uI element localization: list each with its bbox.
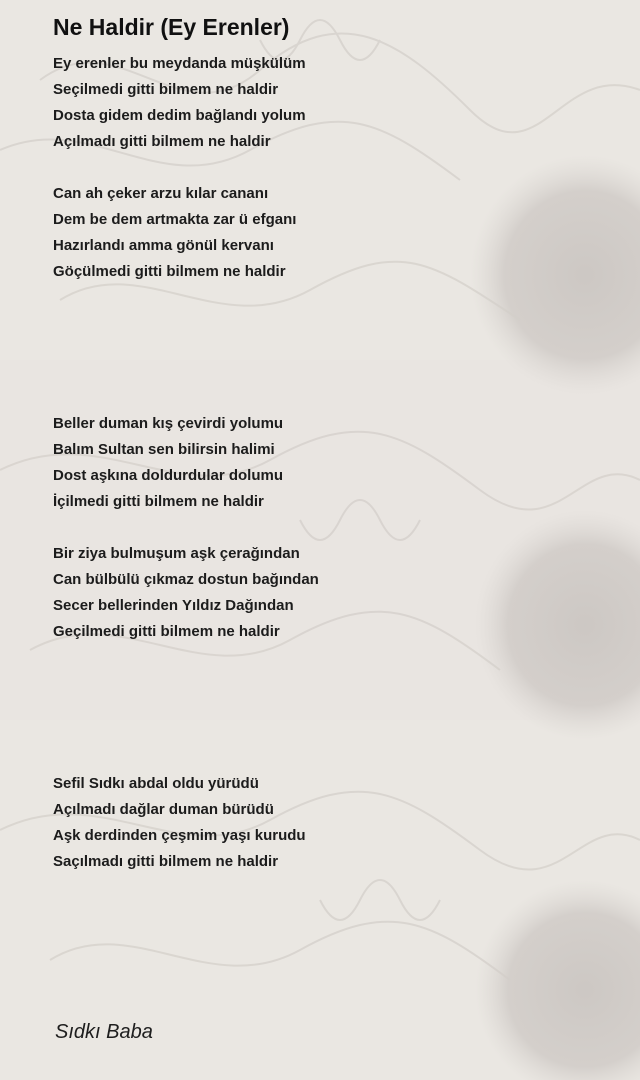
poem-line: Balım Sultan sen bilirsin halimi (53, 441, 275, 458)
poem-line: Saçılmadı gitti bilmem ne haldir (53, 853, 279, 870)
poem-line: Beller duman kış çevirdi yolumu (53, 415, 284, 432)
poem-line: Bir ziya bulmuşum aşk çerağından (53, 545, 300, 562)
poem-line: Dost aşkına doldurdular dolumu (53, 467, 284, 484)
poem-line: İçilmedi gitti bilmem ne haldir (53, 493, 264, 510)
stanza-3 (53, 411, 283, 515)
poem-line: Aşk derdinden çeşmim yaşı kurudu (53, 827, 306, 844)
poem-line: Secer bellerinden Yıldız Dağından (53, 597, 294, 614)
poem-line: Seçilmedi gitti bilmem ne haldir (53, 81, 279, 98)
poem-line: Geçilmedi gitti bilmem ne haldir (53, 623, 280, 640)
poem-line: Dosta gidem dedim bağlandı yolum (53, 107, 306, 124)
poem-line: Ey erenler bu meydanda müşkülüm (53, 55, 306, 72)
poem-author: Sıdkı Baba (55, 1021, 153, 1043)
poem-line: Sefil Sıdkı abdal oldu yürüdü (53, 775, 259, 792)
poem-line: Göçülmedi gitti bilmem ne haldir (53, 263, 286, 280)
stanza-1 (53, 51, 306, 155)
stanza-5 (53, 771, 306, 875)
poem-line: Açılmadı gitti bilmem ne haldir (53, 133, 271, 150)
stanza-4 (53, 541, 319, 645)
poem-title: Ne Haldir (Ey Erenler) (53, 14, 290, 40)
poem-line: Dem be dem artmakta zar ü efganı (53, 211, 297, 228)
poem-line: Açılmadı dağlar duman bürüdü (53, 801, 274, 818)
stanza-2 (53, 181, 296, 285)
poem-line: Hazırlandı amma gönül kervanı (53, 237, 274, 254)
poem-line: Can ah çeker arzu kılar cananı (53, 185, 269, 202)
poem-line: Can bülbülü çıkmaz dostun bağından (53, 571, 319, 588)
